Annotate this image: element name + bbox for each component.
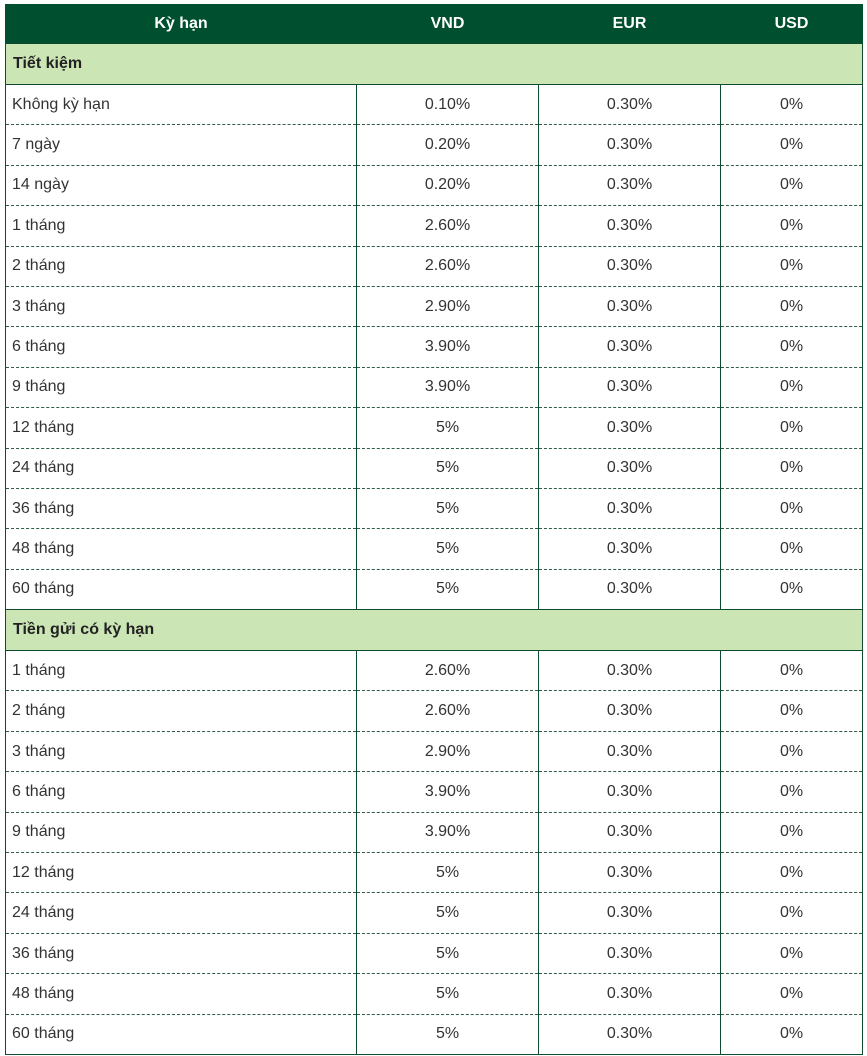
section-title: Tiết kiệm bbox=[6, 44, 863, 85]
table-row bbox=[6, 569, 863, 609]
cell-vnd: 0.20% bbox=[357, 165, 539, 205]
cell-eur: 0.30% bbox=[539, 812, 721, 852]
cell-eur: 0.30% bbox=[539, 367, 721, 407]
cell-usd: 0% bbox=[721, 772, 863, 812]
cell-term: 3 tháng bbox=[6, 286, 357, 326]
cell-term: 6 tháng bbox=[6, 327, 357, 367]
cell-usd: 0% bbox=[721, 651, 863, 691]
table-body bbox=[6, 44, 863, 1055]
cell-vnd: 2.60% bbox=[357, 246, 539, 286]
cell-eur: 0.30% bbox=[539, 246, 721, 286]
cell-vnd: 5% bbox=[357, 933, 539, 973]
cell-vnd: 2.60% bbox=[357, 691, 539, 731]
cell-term: 36 tháng bbox=[6, 488, 357, 528]
table-row bbox=[6, 933, 863, 973]
interest-rate-table-container bbox=[5, 4, 862, 1055]
cell-term: Không kỳ hạn bbox=[6, 85, 357, 125]
cell-eur: 0.30% bbox=[539, 731, 721, 771]
table-row bbox=[6, 529, 863, 569]
cell-term: 2 tháng bbox=[6, 691, 357, 731]
table-row bbox=[6, 165, 863, 205]
table-row bbox=[6, 691, 863, 731]
cell-term: 9 tháng bbox=[6, 367, 357, 407]
cell-vnd: 0.10% bbox=[357, 85, 539, 125]
header-eur: EUR bbox=[539, 4, 721, 44]
cell-term: 1 tháng bbox=[6, 206, 357, 246]
cell-term: 12 tháng bbox=[6, 408, 357, 448]
cell-vnd: 5% bbox=[357, 1014, 539, 1054]
cell-usd: 0% bbox=[721, 893, 863, 933]
cell-eur: 0.30% bbox=[539, 691, 721, 731]
table-row bbox=[6, 974, 863, 1014]
cell-term: 7 ngày bbox=[6, 125, 357, 165]
cell-eur: 0.30% bbox=[539, 408, 721, 448]
table-row bbox=[6, 206, 863, 246]
section-title: Tiền gửi có kỳ hạn bbox=[6, 610, 863, 651]
header-term: Kỳ hạn bbox=[6, 4, 357, 44]
cell-term: 36 tháng bbox=[6, 933, 357, 973]
cell-eur: 0.30% bbox=[539, 286, 721, 326]
table-row bbox=[6, 125, 863, 165]
cell-usd: 0% bbox=[721, 853, 863, 893]
cell-eur: 0.30% bbox=[539, 893, 721, 933]
table-row bbox=[6, 367, 863, 407]
section-row bbox=[6, 44, 863, 85]
cell-vnd: 3.90% bbox=[357, 772, 539, 812]
table-row bbox=[6, 731, 863, 771]
cell-usd: 0% bbox=[721, 691, 863, 731]
cell-eur: 0.30% bbox=[539, 853, 721, 893]
cell-eur: 0.30% bbox=[539, 448, 721, 488]
cell-usd: 0% bbox=[721, 731, 863, 771]
cell-usd: 0% bbox=[721, 125, 863, 165]
cell-eur: 0.30% bbox=[539, 651, 721, 691]
table-row bbox=[6, 448, 863, 488]
cell-vnd: 2.90% bbox=[357, 286, 539, 326]
cell-term: 48 tháng bbox=[6, 529, 357, 569]
cell-vnd: 5% bbox=[357, 529, 539, 569]
cell-eur: 0.30% bbox=[539, 529, 721, 569]
header-vnd: VND bbox=[357, 4, 539, 44]
table-row bbox=[6, 408, 863, 448]
cell-usd: 0% bbox=[721, 206, 863, 246]
cell-usd: 0% bbox=[721, 327, 863, 367]
cell-term: 6 tháng bbox=[6, 772, 357, 812]
cell-vnd: 0.20% bbox=[357, 125, 539, 165]
cell-usd: 0% bbox=[721, 1014, 863, 1054]
cell-usd: 0% bbox=[721, 165, 863, 205]
cell-term: 3 tháng bbox=[6, 731, 357, 771]
cell-vnd: 5% bbox=[357, 488, 539, 528]
cell-eur: 0.30% bbox=[539, 206, 721, 246]
cell-usd: 0% bbox=[721, 246, 863, 286]
table-row bbox=[6, 1014, 863, 1054]
cell-eur: 0.30% bbox=[539, 569, 721, 609]
cell-eur: 0.30% bbox=[539, 772, 721, 812]
cell-term: 48 tháng bbox=[6, 974, 357, 1014]
table-row bbox=[6, 651, 863, 691]
section-row bbox=[6, 610, 863, 651]
cell-usd: 0% bbox=[721, 448, 863, 488]
cell-vnd: 2.60% bbox=[357, 651, 539, 691]
header-usd: USD bbox=[721, 4, 863, 44]
cell-usd: 0% bbox=[721, 85, 863, 125]
cell-vnd: 3.90% bbox=[357, 367, 539, 407]
cell-eur: 0.30% bbox=[539, 125, 721, 165]
cell-eur: 0.30% bbox=[539, 327, 721, 367]
table-header bbox=[6, 4, 863, 44]
cell-eur: 0.30% bbox=[539, 488, 721, 528]
cell-usd: 0% bbox=[721, 488, 863, 528]
cell-term: 60 tháng bbox=[6, 1014, 357, 1054]
cell-usd: 0% bbox=[721, 408, 863, 448]
cell-usd: 0% bbox=[721, 367, 863, 407]
cell-term: 24 tháng bbox=[6, 893, 357, 933]
cell-vnd: 5% bbox=[357, 408, 539, 448]
table-row bbox=[6, 488, 863, 528]
cell-eur: 0.30% bbox=[539, 1014, 721, 1054]
cell-term: 24 tháng bbox=[6, 448, 357, 488]
header-row bbox=[6, 4, 863, 44]
table-row bbox=[6, 853, 863, 893]
table-row bbox=[6, 85, 863, 125]
table-row bbox=[6, 893, 863, 933]
cell-vnd: 2.90% bbox=[357, 731, 539, 771]
cell-vnd: 5% bbox=[357, 853, 539, 893]
cell-term: 12 tháng bbox=[6, 853, 357, 893]
cell-vnd: 5% bbox=[357, 893, 539, 933]
cell-usd: 0% bbox=[721, 529, 863, 569]
cell-eur: 0.30% bbox=[539, 933, 721, 973]
table-row bbox=[6, 286, 863, 326]
cell-usd: 0% bbox=[721, 974, 863, 1014]
cell-vnd: 5% bbox=[357, 448, 539, 488]
table-row bbox=[6, 812, 863, 852]
interest-rate-table bbox=[5, 4, 863, 1055]
cell-vnd: 3.90% bbox=[357, 327, 539, 367]
cell-usd: 0% bbox=[721, 286, 863, 326]
cell-term: 2 tháng bbox=[6, 246, 357, 286]
cell-eur: 0.30% bbox=[539, 165, 721, 205]
cell-usd: 0% bbox=[721, 812, 863, 852]
cell-term: 1 tháng bbox=[6, 651, 357, 691]
cell-term: 60 tháng bbox=[6, 569, 357, 609]
table-row bbox=[6, 327, 863, 367]
cell-vnd: 2.60% bbox=[357, 206, 539, 246]
table-row bbox=[6, 772, 863, 812]
cell-vnd: 3.90% bbox=[357, 812, 539, 852]
table-row bbox=[6, 246, 863, 286]
cell-term: 14 ngày bbox=[6, 165, 357, 205]
cell-usd: 0% bbox=[721, 569, 863, 609]
cell-vnd: 5% bbox=[357, 974, 539, 1014]
cell-eur: 0.30% bbox=[539, 85, 721, 125]
cell-vnd: 5% bbox=[357, 569, 539, 609]
cell-eur: 0.30% bbox=[539, 974, 721, 1014]
cell-term: 9 tháng bbox=[6, 812, 357, 852]
cell-usd: 0% bbox=[721, 933, 863, 973]
